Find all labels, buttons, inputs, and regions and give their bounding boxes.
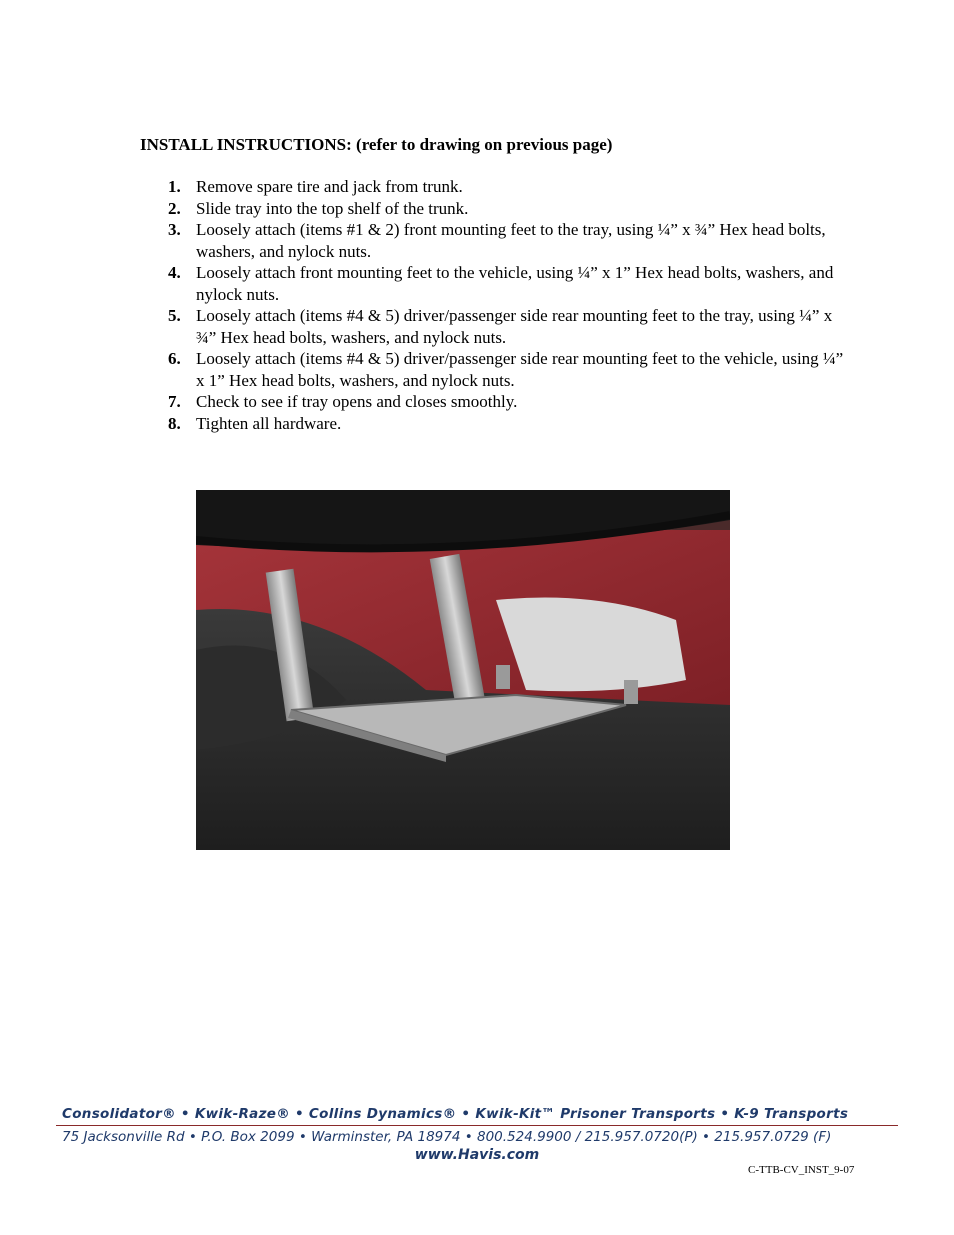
step-item: [160, 413, 850, 435]
footer-address: 75 Jacksonville Rd • P.O. Box 2099 • Warminster, PA 18974 • 800.524.9900 / 215.957.0720(P) • 215.957.0729 (F): [62, 1129, 832, 1145]
step-item: [160, 262, 850, 305]
trunk-tray-photo: [196, 490, 730, 850]
step-number: 5.: [168, 306, 181, 325]
instruction-steps: [160, 176, 850, 434]
step-item: [160, 176, 850, 198]
step-number: 6.: [168, 349, 181, 368]
footer-website: www.Havis.com: [414, 1147, 540, 1163]
document-code: C-TTB-CV_INST_9-07: [748, 1164, 855, 1176]
step-text: Loosely attach (items #4 & 5) driver/passenger side rear mounting feet to the vehicle, using ¼” x 1” Hex head bolts, washers, and nylock nuts.: [196, 349, 844, 390]
step-text: Tighten all hardware.: [196, 413, 342, 433]
step-item: [160, 305, 850, 348]
step-text: Check to see if tray opens and closes smoothly.: [196, 392, 518, 411]
step-number: 1.: [168, 177, 181, 196]
step-number: 7.: [168, 392, 181, 411]
step-number: 4.: [168, 263, 181, 282]
step-item: [160, 391, 850, 413]
step-number: 2.: [168, 198, 181, 218]
step-text: Loosely attach (items #1 & 2) front mounting feet to the tray, using ¼” x ¾” Hex head bolts, washers, and nylock nuts.: [196, 220, 826, 261]
step-number: 3.: [168, 220, 181, 239]
instructions-heading: INSTALL INSTRUCTIONS: (refer to drawing on previous page): [140, 135, 613, 154]
footer-divider: [56, 1125, 898, 1126]
step-item: [160, 198, 850, 220]
step-text: Loosely attach front mounting feet to the vehicle, using ¼” x 1” Hex head bolts, washers, and nylock nuts.: [196, 263, 834, 304]
step-item: [160, 219, 850, 262]
step-text: Loosely attach (items #4 & 5) driver/passenger side rear mounting feet to the tray, using ¼” x ¾” Hex head bolts, washers, and nylock nuts.: [196, 306, 833, 347]
step-text: Remove spare tire and jack from trunk.: [196, 177, 463, 196]
step-text: Slide tray into the top shelf of the trunk.: [196, 198, 469, 218]
step-item: [160, 348, 850, 391]
step-number: 8.: [168, 413, 181, 433]
footer-brands: Consolidator® • Kwik-Raze® • Collins Dynamics® • Kwik-Kit™ Prisoner Transports • K-9 Transports: [62, 1106, 849, 1122]
